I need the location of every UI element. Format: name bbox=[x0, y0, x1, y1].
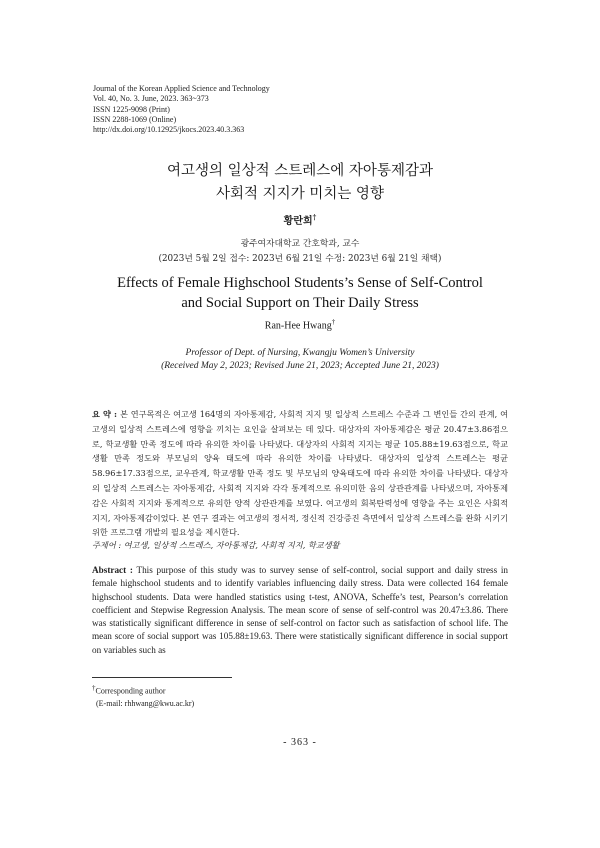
footnote bbox=[92, 682, 194, 710]
footnote-mark: † bbox=[92, 684, 96, 692]
korean-title-line-1: 여고생의 일상적 스트레스에 자아통제감과 bbox=[167, 163, 433, 179]
korean-title-line-2: 사회적 지지가 미치는 영향 bbox=[216, 186, 384, 202]
korean-title bbox=[0, 160, 600, 206]
corresponding-mark-en: † bbox=[331, 318, 336, 326]
korean-author-name: 황란희 bbox=[283, 216, 313, 227]
english-title-line-1: Effects of Female Highschool Students’s Sense of Self-Control bbox=[117, 275, 483, 291]
korean-received-dates: (2023년 5월 2일 접수: 2023년 6월 21일 수정: 2023년 6월 21일 채택) bbox=[158, 254, 442, 264]
english-received-dates: (Received May 2, 2023; Revised June 21, 2023; Accepted June 21, 2023) bbox=[161, 361, 439, 371]
journal-info bbox=[93, 84, 270, 135]
korean-abstract-text: 본 연구목적은 여고생 164명의 자아통제감, 사회적 지지 및 일상적 스트레스 수준과 그 변인들 간의 관계, 여고생의 일상적 스트레스에 영향을 끼치는 요인을 살펴보는 데 있다. 대상자의 자아통제감은 평균 20.47±3.86점으로, 학교생활 만족 정도에 따라 유의한 차이를 나타냈다. 대상자의 사회적 지지는 평균 105.88±19.63점으로, 학교생활 만족 정도와 부모님의 양육 태도에 따라 유의한 차이를 나타냈다. 대상자의 일상적 스트레스는 평균 58.96±17.33점으로, 교우관계, 학교생활 만족 정도 및 부모님의 양육태도에 따라 유의한 차이를 나타냈다. 대상자의 일상적 스트레스는 자아통제감, 사회적 지지와 각각 통계적으로 유의미한 음의 상관관계를 나타냈으며, 자아통제감은 사회적 지지와 통계적으로 유의한 양적 상관관계를 보였다. 여고생의 회복탄력성에 영향을 주는 요인은 사회적 지지, 자아통제감이었다. 본 연구 결과는 여고생의 정서적, 정신적 건강증진 측면에서 일상적 스트레스를 완화 시키기 위한 프로그램 개발의 필요성을 제시한다. bbox=[92, 409, 508, 538]
issn-print: ISSN 1225-9098 (Print) bbox=[93, 104, 170, 114]
page-number: - 363 - bbox=[283, 737, 317, 748]
korean-keywords: 주제어 : 여고생, 일상적 스트레스, 자아통제감, 사회적 지지, 학교생활 bbox=[92, 540, 340, 550]
korean-affiliation-dept: 광주여자대학교 간호학과, 교수 bbox=[240, 239, 360, 249]
english-abstract-text: This purpose of this study was to survey sense of self-control, social support and daily stress in female highschool students and to identify variables influencing daily stress. Data were collected 164 female highschool students. Data were handled statistics using t-test, ANOVA, Scheffe’s test, Pearson’s correlation coefficient and Stepwise Regression Analysis. The mean score of sense of self-control was 20.47±3.86. There was statistically significant difference in sense of self-control on factor such as satisfaction of school life. The mean score of social support was 105.88±19.63. There were statistically significant difference in social support on variables such as bbox=[92, 565, 509, 655]
korean-affiliation bbox=[0, 237, 600, 267]
english-title-line-2: and Social Support on Their Daily Stress bbox=[181, 295, 419, 311]
korean-abstract bbox=[92, 407, 508, 540]
footnote-corresponding: Corresponding author bbox=[95, 686, 166, 696]
footnote-email: (E-mail: rhhwang@kwu.ac.kr) bbox=[96, 698, 195, 708]
korean-author bbox=[0, 212, 600, 227]
journal-name: Journal of the Korean Applied Science and Technology bbox=[93, 84, 270, 93]
english-author bbox=[0, 318, 600, 331]
english-affiliation-dept: Professor of Dept. of Nursing, Kwangju Women’s University bbox=[185, 348, 415, 358]
english-abstract-label: Abstract : bbox=[92, 565, 133, 575]
corresponding-mark: † bbox=[312, 212, 317, 222]
english-affiliation bbox=[0, 347, 600, 373]
issn-online: ISSN 2288-1069 (Online) bbox=[93, 114, 177, 124]
english-author-name: Ran-Hee Hwang bbox=[264, 320, 332, 332]
footnote-divider bbox=[92, 677, 232, 678]
korean-abstract-label: 요 약 : bbox=[92, 409, 118, 419]
english-abstract bbox=[92, 564, 508, 657]
english-title bbox=[0, 273, 600, 313]
journal-volume: Vol. 40, No. 3. June, 2023. 363~373 bbox=[93, 94, 209, 104]
doi-link[interactable]: http://dx.doi.org/10.12925/jkocs.2023.40.3.363 bbox=[93, 125, 245, 135]
